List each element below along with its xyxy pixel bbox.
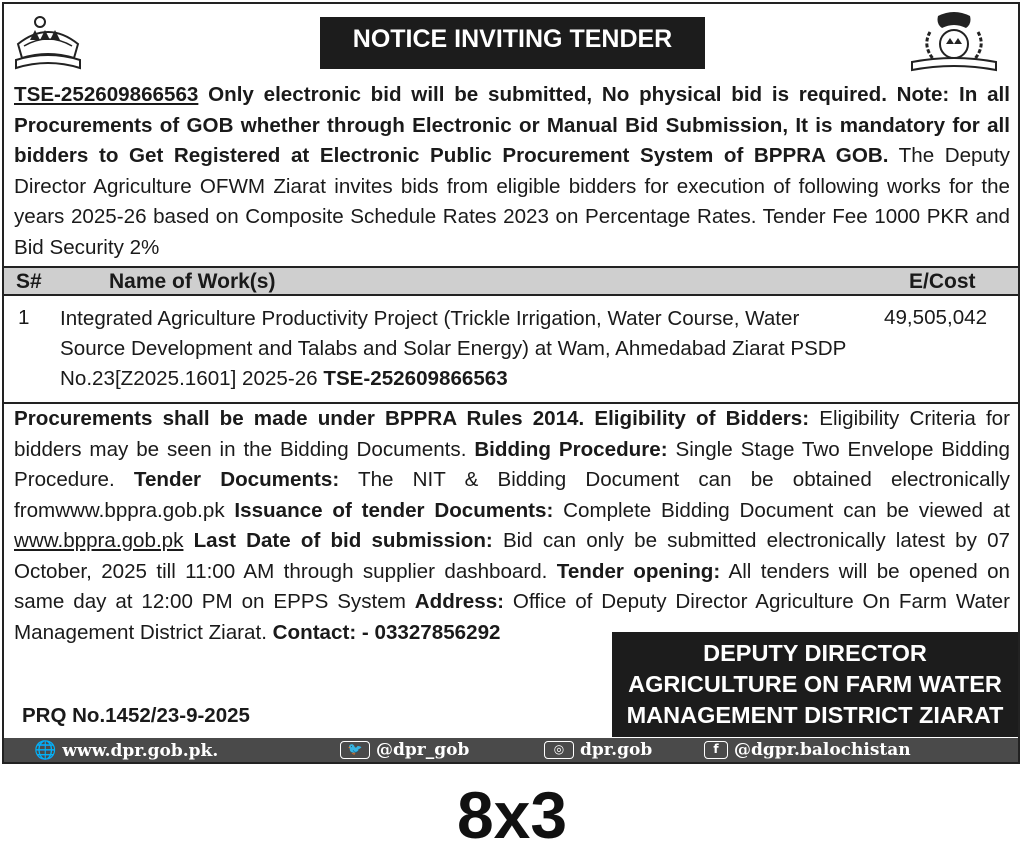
- signature-line-3: MANAGEMENT DISTRICT ZIARAT: [626, 702, 1004, 728]
- procurement-label: Procurements shall be made under BPPRA Rules 2014. Eligibility of Bidders:: [14, 407, 810, 430]
- table-row: [4, 298, 1018, 402]
- last-date-text: Bid can only be submitted electronically latest by 07 October, 2025 till 11:00 AM through supplier dashboard.: [14, 529, 1010, 583]
- opening-label: Tender opening:: [556, 559, 721, 583]
- procedure-text: Single Stage Two Envelope Bidding Procedure.: [14, 437, 1011, 491]
- footer-website-text: www.dpr.gob.pk.: [62, 740, 219, 761]
- documents-label: Tender Documents:: [133, 468, 340, 491]
- header-serial: S#: [16, 270, 42, 293]
- intro-plain-text: The Deputy Director Agriculture OFWM Ziarat invites bids from eligible bidders for execution of following works for the years 2025-26 based on Composite Schedule Rates 2023 on Percentage Rates. Tender Fee 1000 PKR and Bid Security 2%: [14, 144, 1010, 259]
- works-table-header: [4, 266, 1018, 296]
- tse-id: TSE-252609866563: [14, 83, 199, 106]
- instagram-icon: ◎: [544, 741, 574, 759]
- last-date-label: Last Date of bid submission:: [193, 529, 493, 552]
- procedure-label: Bidding Procedure:: [474, 437, 668, 461]
- footer-facebook[interactable]: [704, 740, 911, 760]
- contact-label: Contact: - 03327856292: [272, 620, 501, 644]
- footer-twitter[interactable]: [340, 740, 469, 760]
- prq-number: PRQ No.1452/23-9-2025: [22, 704, 250, 727]
- notice-intro: [14, 80, 1010, 263]
- header-name-of-work: Name of Work(s): [109, 270, 276, 293]
- row-serial: 1: [18, 306, 30, 329]
- footer-instagram[interactable]: [544, 740, 652, 760]
- work-tse-id: TSE-252609866563: [323, 367, 508, 390]
- twitter-icon: 🐦: [340, 741, 370, 759]
- opening-text: All tenders will be opened on same day at 12:00 PM on EPPS System: [14, 559, 1010, 613]
- tender-details: [14, 404, 1010, 648]
- facebook-icon: f: [704, 741, 728, 759]
- footer-website[interactable]: [34, 740, 218, 761]
- eligibility-text: Eligibility Criteria for bidders may be seen in the Bidding Documents.: [14, 407, 1010, 461]
- balochistan-emblem-logo: [12, 10, 84, 74]
- footer-facebook-text: @dgpr.balochistan: [734, 740, 911, 760]
- footer-bar: [4, 738, 1018, 762]
- intro-bold-text: Only electronic bid will be submitted, No physical bid is required. Note: In all Procurements of GOB whether through Electronic or Manual Bid Submission, It is mandatory for all bidders to Get Registered at Electronic Public Procurement System of BPPRA GOB.: [14, 83, 1010, 167]
- globe-icon: 🌐: [34, 740, 57, 761]
- footer-instagram-text: dpr.gob: [580, 740, 653, 760]
- address-label: Address:: [414, 590, 505, 613]
- signature-line-2: AGRICULTURE ON FARM WATER: [628, 671, 1002, 697]
- bppra-website-link[interactable]: www.bppra.gob.pk: [14, 529, 184, 552]
- documents-text: The NIT & Bidding Document can be obtained electronically fromwww.bppra.gob.pk: [14, 468, 1010, 522]
- header-estimated-cost: E/Cost: [909, 270, 976, 293]
- address-text: Office of Deputy Director Agriculture On Farm Water Management District Ziarat.: [14, 590, 1010, 644]
- ad-size-label: 8x3: [456, 778, 568, 852]
- row-estimated-cost: 49,505,042: [884, 306, 988, 329]
- signature-line-1: DEPUTY DIRECTOR: [703, 640, 927, 666]
- notice-title: NOTICE INVITING TENDER: [320, 17, 705, 69]
- signature-block: [612, 632, 1018, 737]
- issuance-label: Issuance of tender Documents:: [234, 498, 554, 522]
- row-work-description: [60, 304, 860, 394]
- footer-twitter-text: @dpr_gob: [376, 740, 470, 760]
- government-seal-logo: [908, 10, 1000, 74]
- issuance-text: Complete Bidding Document can be viewed at: [563, 498, 1010, 522]
- work-name: Integrated Agriculture Productivity Project (Trickle Irrigation, Water Course, Water Source Development and Talabs and Solar Energy) at Wam, Ahmedabad Ziarat PSDP No.23[Z2025.1601] 2025-26: [60, 307, 847, 390]
